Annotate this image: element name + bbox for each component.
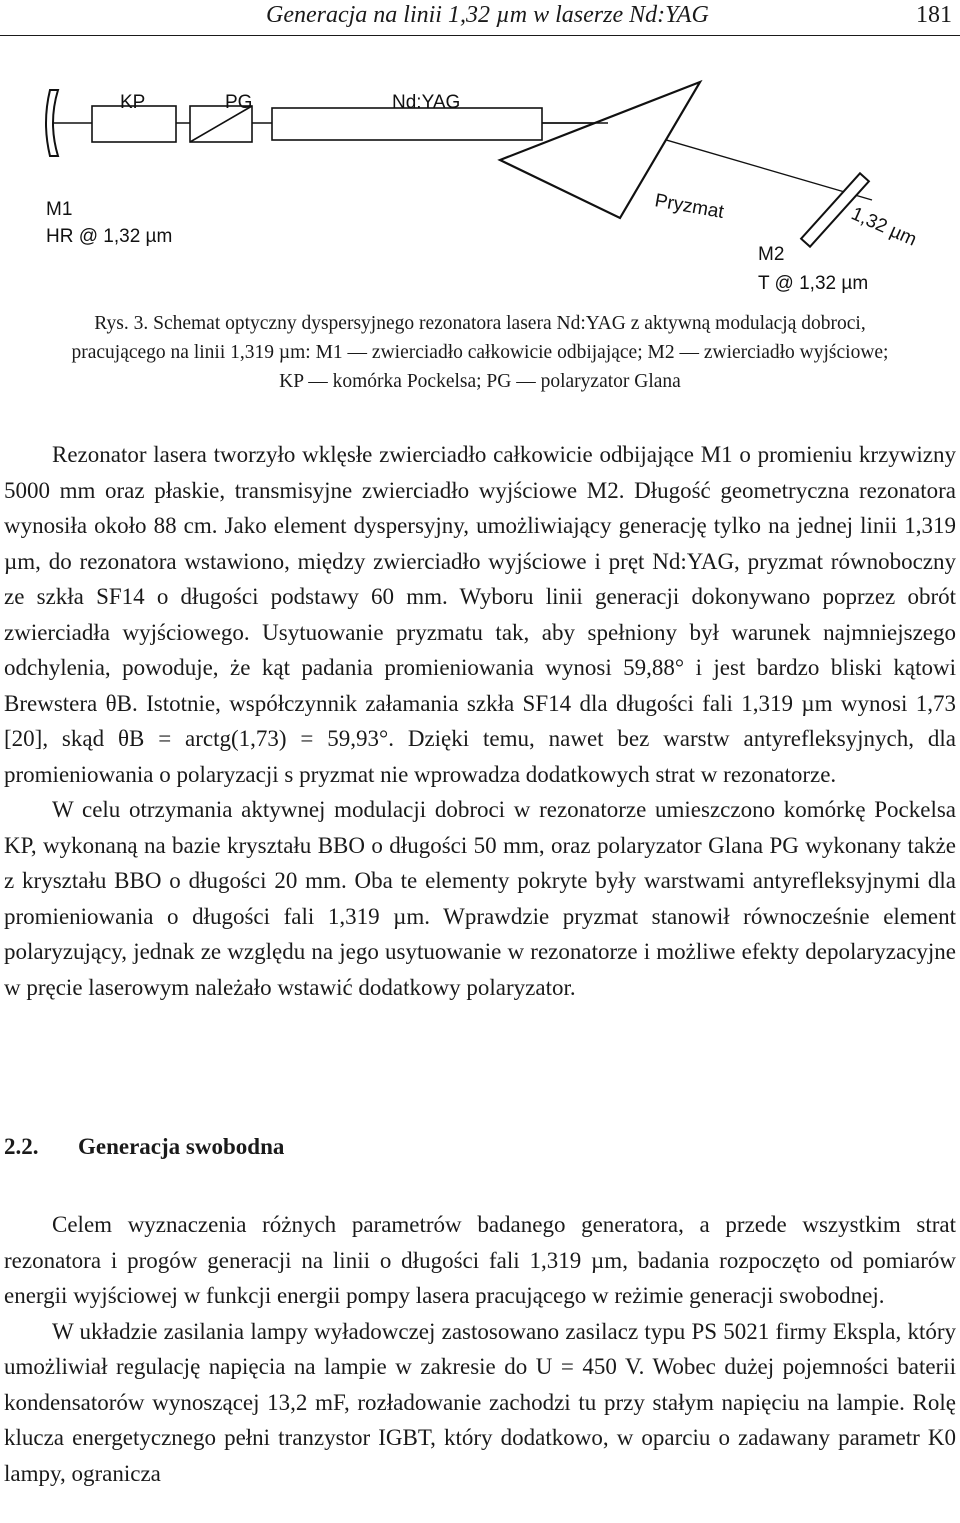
label-m2-spec: T @ 1,32 µm — [758, 273, 869, 294]
label-m1-spec: HR @ 1,32 µm — [46, 226, 173, 247]
caption-line: Rys. 3. Schemat optyczny dyspersyjnego rezonatora lasera Nd:YAG z aktywną modulacją dobroci, — [94, 313, 866, 334]
figure-caption — [4, 309, 956, 396]
label-output-wavelength: 1,32 µm — [847, 203, 920, 251]
paragraph: Celem wyznaczenia różnych parametrów badanego generatora, a przede wszystkim strat rezonatora i progów generacji na linii o długości fali 1,319 µm, badania rozpoczęto od pomiarów energii wyjściowej w funkcji energii pompy lasera pracującego w reżimie generacji swobodnej. — [4, 1212, 956, 1308]
label-prism: Pryzmat — [653, 190, 726, 224]
running-header — [0, 0, 960, 34]
caption-line: KP — komórka Pockelsa; PG — polaryzator Glana — [279, 371, 681, 392]
body-text-block-2 — [4, 1207, 956, 1491]
caption-line: pracującego na linii 1,319 µm: M1 — zwierciadło całkowicie odbijające; M2 — zwierciadło wyjściowe; — [71, 342, 889, 363]
body-text-block-1 — [4, 437, 956, 1005]
label-m2: M2 — [758, 244, 785, 265]
paragraph: W układzie zasilania lampy wyładowczej zastosowano zasilacz typu PS 5021 firmy Ekspla, który umożliwiał regulację napięcia na lampie w zakresie do U = 450 V. Wobec dużej pojemności baterii kondensatorów wynoszącej 13,2 mF, rozładowanie zachodzi tu przy stałym napięciu na lampie. Rolę klucza energetycznego pełni tranzystor IGBT, który dodatkowo, w oparciu o zadawany parametr K0 lampy, ogranicza — [4, 1318, 956, 1486]
page-number: 181 — [916, 2, 952, 28]
header-rule — [0, 35, 960, 36]
running-title: Generacja na linii 1,32 µm w laserze Nd:YAG — [266, 2, 709, 28]
paragraph: W celu otrzymania aktywnej modulacji dobroci w rezonatorze umieszczono komórkę Pockelsa KP, wykonaną na bazie kryształu BBO o długości 50 mm, oraz polaryzator Glana PG wykonany także z kryształu BBO o długości 20 mm. Oba te elementy pokryte były warstwami antyrefleksyjnymi dla promieniowania o długości fali 1,319 µm. Wprawdzie pryzmat stanowił równocześnie element polaryzujący, jednak ze względu na jego usytuowanie w rezonatorze i możliwe efekty depolaryzacyjne w pręcie laserowym należało wstawić dodatkowy polaryzator. — [4, 797, 956, 1000]
label-kp: KP — [120, 92, 146, 113]
section-title: Generacja swobodna — [78, 1134, 285, 1159]
optical-schematic — [0, 70, 960, 310]
section-heading — [4, 1134, 284, 1160]
label-ndyag: Nd:YAG — [392, 92, 461, 113]
section-number: 2.2. — [4, 1134, 39, 1159]
paragraph: Rezonator lasera tworzyło wklęsłe zwierciadło całkowicie odbijające M1 o promieniu krzywizny 5000 mm oraz płaskie, transmisyjne zwierciadło wyjściowe M2. Długość geometryczna rezonatora wynosiła około 88 cm. Jako element dyspersyjny, umożliwiający generację tylko na jednej linii 1,319 µm, do rezonatora wstawiono, między zwierciadło wyjściowe i pręt Nd:YAG, pryzmat równoboczny ze szkła SF14 o długości podstawy 60 mm. Wyboru linii generacji dokonywano poprzez obrót zwierciadła wyjściowego. Usytuowanie pryzmatu tak, aby spełniony był warunek najmniejszego odchylenia, powoduje, że kąt padania promieniowania wynosi 59,88° i jest bardzo bliski kątowi Brewstera θB. Istotnie, współczynnik załamania szkła SF14 dla długości fali 1,319 µm wynosi 1,73 [20], skąd θB = arctg(1,73) = 59,93°. Dzięki temu, nawet bez warstw antyrefleksyjnych, dla promieniowania o polaryzacji s pryzmat nie wprowadza dodatkowych strat w rezonatorze. — [4, 442, 956, 787]
label-pg: PG — [225, 92, 253, 113]
optical-schematic-figure — [0, 70, 960, 310]
label-m1: M1 — [46, 199, 73, 220]
